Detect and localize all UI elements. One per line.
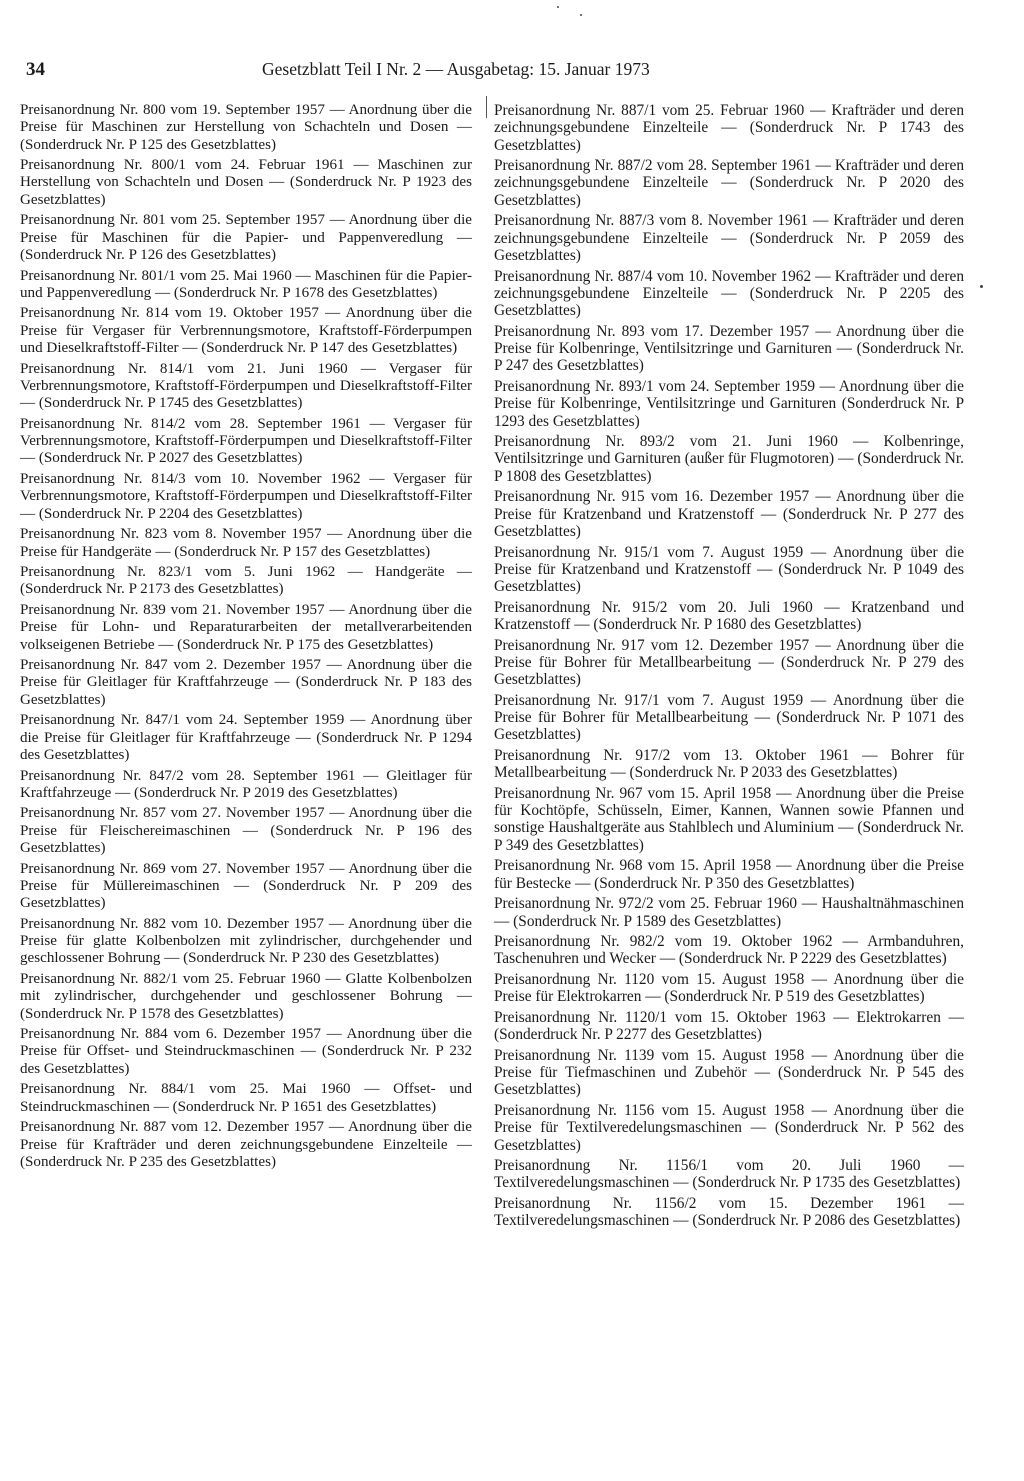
print-speck — [557, 6, 559, 8]
print-speck — [980, 285, 983, 288]
price-order-entry: Preisanordnung Nr. 800/1 vom 24. Februar 1961 — Maschinen zur Herstellung von Schachteln und Dosen — (Sonderdruck Nr. P 1923 des Gesetzblattes) — [20, 157, 472, 208]
price-order-entry: Preisanordnung Nr. 884 vom 6. Dezember 1957 — Anordnung über die Preise für Offset- und Steindruckmaschinen — (Sonderdruck Nr. P 232 des Gesetzblattes) — [20, 1026, 472, 1077]
price-order-entry: Preisanordnung Nr. 882/1 vom 25. Februar 1960 — Glatte Kolbenbolzen mit zylindrischer, durchgehender und geschlossener Bohrung — (Sonderdruck Nr. P 1578 des Gesetzblattes) — [20, 971, 472, 1022]
price-order-entry: Preisanordnung Nr. 814/2 vom 28. September 1961 — Vergaser für Verbrennungsmotore, Kraftstoff-Förderpumpen und Dieselkraftstoff-Filter — (Sonderdruck Nr. P 2027 des Gesetzblattes) — [20, 415, 472, 467]
price-order-entry: Preisanordnung Nr. 915/2 vom 20. Juli 1960 — Kratzenband und Kratzenstoff — (Sonderdruck Nr. P 1680 des Gesetzblattes) — [494, 598, 964, 633]
price-order-entry: Preisanordnung Nr. 847/2 vom 28. September 1961 — Gleitlager für Kraftfahrzeuge — (Sonderdruck Nr. P 2019 des Gesetzblattes) — [20, 767, 472, 801]
price-order-entry: Preisanordnung Nr. 1120/1 vom 15. Oktober 1963 — Elektrokarren — (Sonderdruck Nr. P 2277 des Gesetzblattes) — [494, 1008, 964, 1044]
price-order-entry: Preisanordnung Nr. 887/4 vom 10. November 1962 — Krafträder und deren zeichnungsgebundene Einzelteile — (Sonderdruck Nr. P 2205 des Gesetzblattes) — [494, 267, 964, 320]
running-title: Gesetzblatt Teil I Nr. 2 — Ausgabetag: 15. Januar 1973 — [262, 59, 650, 79]
right-column — [494, 102, 964, 1233]
price-order-entry: Preisanordnung Nr. 814/3 vom 10. November 1962 — Vergaser für Verbrennungsmotore, Kraftstoff-Förderpumpen und Dieselkraftstoff-Filter — (Sonderdruck Nr. P 2204 des Gesetzblattes) — [20, 471, 472, 522]
price-order-entry: Preisanordnung Nr. 869 vom 27. November 1957 — Anordnung über die Preise für Müllereimaschinen — (Sonderdruck Nr. P 209 des Gesetzblattes) — [20, 860, 472, 912]
price-order-entry: Preisanordnung Nr. 839 vom 21. November 1957 — Anordnung über die Preise für Lohn- und Reparaturarbeiten der metallverarbeitenden volkseigenen Betriebe — (Sonderdruck Nr. P 175 des Gesetzblattes) — [20, 601, 472, 653]
price-order-entry: Preisanordnung Nr. 917/2 vom 13. Oktober 1961 — Bohrer für Metallbearbeitung — (Sonderdruck Nr. P 2033 des Gesetzblattes) — [494, 746, 964, 782]
price-order-entry: Preisanordnung Nr. 915 vom 16. Dezember 1957 — Anordnung über die Preise für Kratzenband und Kratzenstoff — (Sonderdruck Nr. P 277 des Gesetzblattes) — [494, 488, 964, 540]
left-column — [20, 102, 472, 1174]
page-number: 34 — [26, 59, 45, 80]
price-order-entry: Preisanordnung Nr. 823 vom 8. November 1957 — Anordnung über die Preise für Handgeräte — (Sonderdruck Nr. P 157 des Gesetzblattes) — [20, 526, 472, 560]
price-order-entry: Preisanordnung Nr. 814/1 vom 21. Juni 1960 — Vergaser für Verbrennungsmotore, Kraftstoff-Förderpumpen und Dieselkraftstoff-Filter — (Sonderdruck Nr. P 1745 des Gesetzblattes) — [20, 360, 472, 412]
price-order-entry: Preisanordnung Nr. 882 vom 10. Dezember 1957 — Anordnung über die Preise für glatte Kolbenbolzen mit zylindrischer, durchgehender und geschlossener Bohrung — (Sonderdruck Nr. P 230 des Gesetzblattes) — [20, 915, 472, 967]
price-order-entry: Preisanordnung Nr. 887/3 vom 8. November 1961 — Krafträder und deren zeichnungsgebundene Einzelteile — (Sonderdruck Nr. P 2059 des Gesetzblattes) — [494, 212, 964, 264]
price-order-entry: Preisanordnung Nr. 887/1 vom 25. Februar 1960 — Krafträder und deren zeichnungsgebundene Einzelteile — (Sonderdruck Nr. P 1743 des Gesetzblattes) — [494, 102, 964, 154]
price-order-entry: Preisanordnung Nr. 857 vom 27. November 1957 — Anordnung über die Preise für Fleischereimaschinen — (Sonderdruck Nr. P 196 des Gesetzblattes) — [20, 805, 472, 857]
price-order-entry: Preisanordnung Nr. 814 vom 19. Oktober 1957 — Anordnung über die Preise für Vergaser für Verbrennungsmotore, Kraftstoff-Förderpumpen und Dieselkraftstoff-Filter — (Sonderdruck Nr. P 147 des Gesetzblattes) — [20, 305, 472, 357]
price-order-entry: Preisanordnung Nr. 847 vom 2. Dezember 1957 — Anordnung über die Preise für Gleitlager für Kraftfahrzeuge — (Sonderdruck Nr. P 183 des Gesetzblattes) — [20, 657, 472, 708]
price-order-entry: Preisanordnung Nr. 847/1 vom 24. September 1959 — Anordnung über die Preise für Gleitlager für Kraftfahrzeuge — (Sonderdruck Nr. P 1294 des Gesetzblattes) — [20, 712, 472, 763]
price-order-entry: Preisanordnung Nr. 893/2 vom 21. Juni 1960 — Kolbenringe, Ventilsitzringe und Garnituren (außer für Flugmotoren) — (Sonderdruck Nr. P 1808 des Gesetzblattes) — [494, 433, 964, 485]
price-order-entry: Preisanordnung Nr. 893/1 vom 24. September 1959 — Anordnung über die Preise für Kolbenringe, Ventilsitzringe und Garnituren (Sonderdruck Nr. P 1293 des Gesetzblattes) — [494, 377, 964, 430]
price-order-entry: Preisanordnung Nr. 801/1 vom 25. Mai 1960 — Maschinen für die Papier- und Pappenveredlung — (Sonderdruck Nr. P 1678 des Gesetzblattes) — [20, 267, 472, 301]
price-order-entry: Preisanordnung Nr. 972/2 vom 25. Februar 1960 — Haushaltnähmaschinen — (Sonderdruck Nr. P 1589 des Gesetzblattes) — [494, 895, 964, 930]
price-order-entry: Preisanordnung Nr. 982/2 vom 19. Oktober 1962 — Armbanduhren, Taschenuhren und Wecker — (Sonderdruck Nr. P 2229 des Gesetzblattes) — [494, 933, 964, 968]
print-speck — [580, 14, 582, 16]
price-order-entry: Preisanordnung Nr. 893 vom 17. Dezember 1957 — Anordnung über die Preise für Kolbenringe, Ventilsitzringe und Garnituren — (Sonderdruck Nr. P 247 des Gesetzblattes) — [494, 322, 964, 375]
price-order-entry: Preisanordnung Nr. 884/1 vom 25. Mai 1960 — Offset- und Steindruckmaschinen — (Sonderdruck Nr. P 1651 des Gesetzblattes) — [20, 1081, 472, 1115]
price-order-entry: Preisanordnung Nr. 887 vom 12. Dezember 1957 — Anordnung über die Preise für Krafträder und deren zeichnungsgebundene Einzelteile — (Sonderdruck Nr. P 235 des Gesetzblattes) — [20, 1119, 472, 1170]
price-order-entry: Preisanordnung Nr. 917 vom 12. Dezember 1957 — Anordnung über die Preise für Bohrer für Metallbearbeitung — (Sonderdruck Nr. P 279 des Gesetzblattes) — [494, 636, 964, 689]
price-order-entry: Preisanordnung Nr. 887/2 vom 28. September 1961 — Krafträder und deren zeichnungsgebundene Einzelteile — (Sonderdruck Nr. P 2020 des Gesetzblattes) — [494, 157, 964, 209]
price-order-entry: Preisanordnung Nr. 1156/2 vom 15. Dezember 1961 — Textilveredelungsmaschinen — (Sonderdruck Nr. P 2086 des Gesetzblattes) — [494, 1195, 964, 1230]
price-order-entry: Preisanordnung Nr. 800 vom 19. September 1957 — Anordnung über die Preise für Maschinen zur Herstellung von Schachteln und Dosen — (Sonderdruck Nr. P 125 des Gesetzblattes) — [20, 102, 472, 153]
price-order-entry: Preisanordnung Nr. 1156/1 vom 20. Juli 1960 — Textilveredelungsmaschinen — (Sonderdruck Nr. P 1735 des Gesetzblattes) — [494, 1157, 964, 1192]
price-order-entry: Preisanordnung Nr. 917/1 vom 7. August 1959 — Anordnung über die Preise für Bohrer für Metallbearbeitung — (Sonderdruck Nr. P 1071 des Gesetzblattes) — [494, 691, 964, 744]
price-order-entry: Preisanordnung Nr. 968 vom 15. April 1958 — Anordnung über die Preise für Bestecke — (Sonderdruck Nr. P 350 des Gesetzblattes) — [494, 857, 964, 892]
price-order-entry: Preisanordnung Nr. 1156 vom 15. August 1958 — Anordnung über die Preise für Textilveredelungsmaschinen — (Sonderdruck Nr. P 562 des Gesetzblattes) — [494, 1101, 964, 1154]
price-order-entry: Preisanordnung Nr. 801 vom 25. September 1957 — Anordnung über die Preise für Maschinen für die Papier- und Pappenveredlung — (Sonderdruck Nr. P 126 des Gesetzblattes) — [20, 212, 472, 263]
price-order-entry: Preisanordnung Nr. 1120 vom 15. August 1958 — Anordnung über die Preise für Elektrokarren — (Sonderdruck Nr. P 519 des Gesetzblattes) — [494, 971, 964, 1006]
price-order-entry: Preisanordnung Nr. 823/1 vom 5. Juni 1962 — Handgeräte — (Sonderdruck Nr. P 2173 des Gesetzblattes) — [20, 564, 472, 598]
page-header — [26, 58, 726, 81]
price-order-entry: Preisanordnung Nr. 1139 vom 15. August 1958 — Anordnung über die Preise für Tiefmaschinen und Zubehör — (Sonderdruck Nr. P 545 des Gesetzblattes) — [494, 1046, 964, 1099]
price-order-entry: Preisanordnung Nr. 915/1 vom 7. August 1959 — Anordnung über die Preise für Kratzenband und Kratzenstoff — (Sonderdruck Nr. P 1049 des Gesetzblattes) — [494, 543, 964, 596]
column-divider — [486, 96, 487, 118]
price-order-entry: Preisanordnung Nr. 967 vom 15. April 1958 — Anordnung über die Preise für Kochtöpfe, Schüsseln, Eimer, Kannen, Wannen sowie Pfannen und sonstige Haushaltgeräte aus Stahlblech und Aluminium — (Sonderdruck Nr. P 349 des Gesetzblattes) — [494, 784, 964, 854]
